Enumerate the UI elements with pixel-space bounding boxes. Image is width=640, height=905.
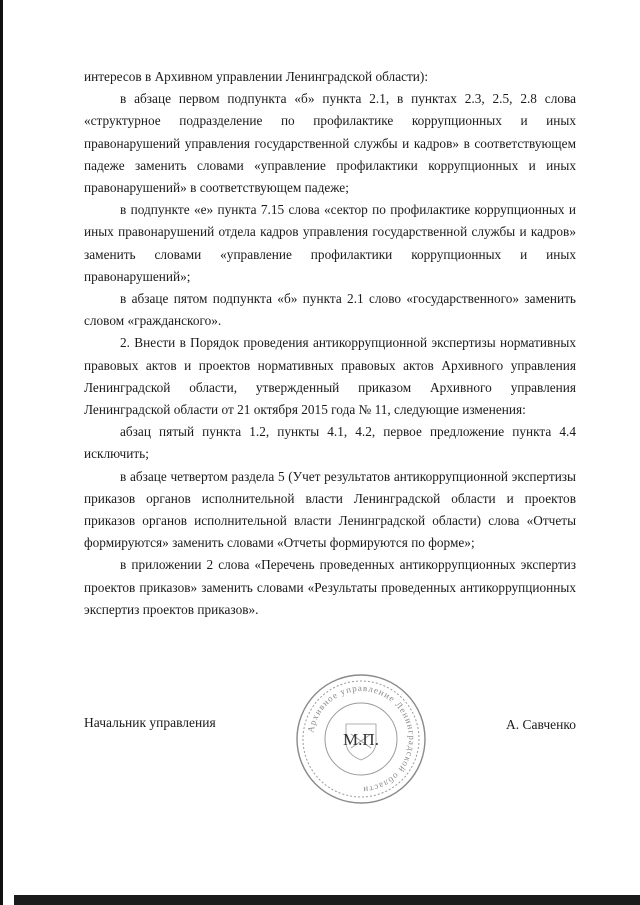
- document-body: [84, 66, 576, 621]
- paragraph-amendment-7-15: в подпункте «е» пункта 7.15 слова «сектор по профилактике коррупционных и иных правонарушений отдела кадров управления государственной службы и кадров» заменить словами «управление профилактики коррупционных и иных правонарушений»;: [84, 202, 576, 284]
- scan-edge-left: [0, 0, 3, 905]
- paragraph-amendment-gender: в абзаце пятом подпункта «б» пункта 2.1 слово «государственного» заменить словом «гражданского».: [84, 291, 576, 329]
- scan-edge-bottom: [14, 895, 640, 905]
- paragraph-section-5: в абзаце четвертом раздела 5 (Учет результатов антикоррупционной экспертизы приказов органов исполнительной власти Ленинградской области и проектов приказов органов исполнительной власти Ленинградской области) слова «Отчеты формируются» заменить словами «Отчеты формируются по форме»;: [84, 468, 576, 551]
- paragraph-item-2: 2. Внести в Порядок проведения антикоррупционной экспертизы нормативных правовых актов и проектов нормативных правовых актов Архивного управления Ленинградской области, утвержденный приказом Архивного управления Ленинградской области от 21 октября 2015 года № 11, следующие изменения:: [84, 335, 576, 418]
- paragraph-amendment-2-1: в абзаце первом подпункта «б» пункта 2.1, в пунктах 2.3, 2.5, 2.8 слова «структурное подразделение по профилактике коррупционных и иных правонарушений управления государственной службы и кадров» в соответствующем падеже заменить словами «управление профилактики коррупционных и иных правонарушений» в соответствующем падеже;: [84, 91, 576, 196]
- seal-center-text: М.П.: [343, 730, 379, 749]
- official-seal: [294, 672, 428, 806]
- signature-block: [84, 682, 576, 815]
- paragraph-continuation: интересов в Архивном управлении Ленинградской области):: [84, 69, 429, 84]
- signer-name: А. Савченко: [506, 717, 576, 732]
- seal-ring-text: Архивное управление Ленинградской области: [305, 682, 418, 796]
- signer-title: Начальник управления: [84, 715, 216, 730]
- paragraph-appendix-2: в приложении 2 слова «Перечень проведенных антикоррупционных экспертиз проектов приказов» заменить словами «Результаты проведенных антикоррупционных экспертиз проектов приказов».: [84, 557, 576, 617]
- paragraph-exclusion: абзац пятый пункта 1.2, пункты 4.1, 4.2, первое предложение пункта 4.4 исключить;: [84, 424, 576, 462]
